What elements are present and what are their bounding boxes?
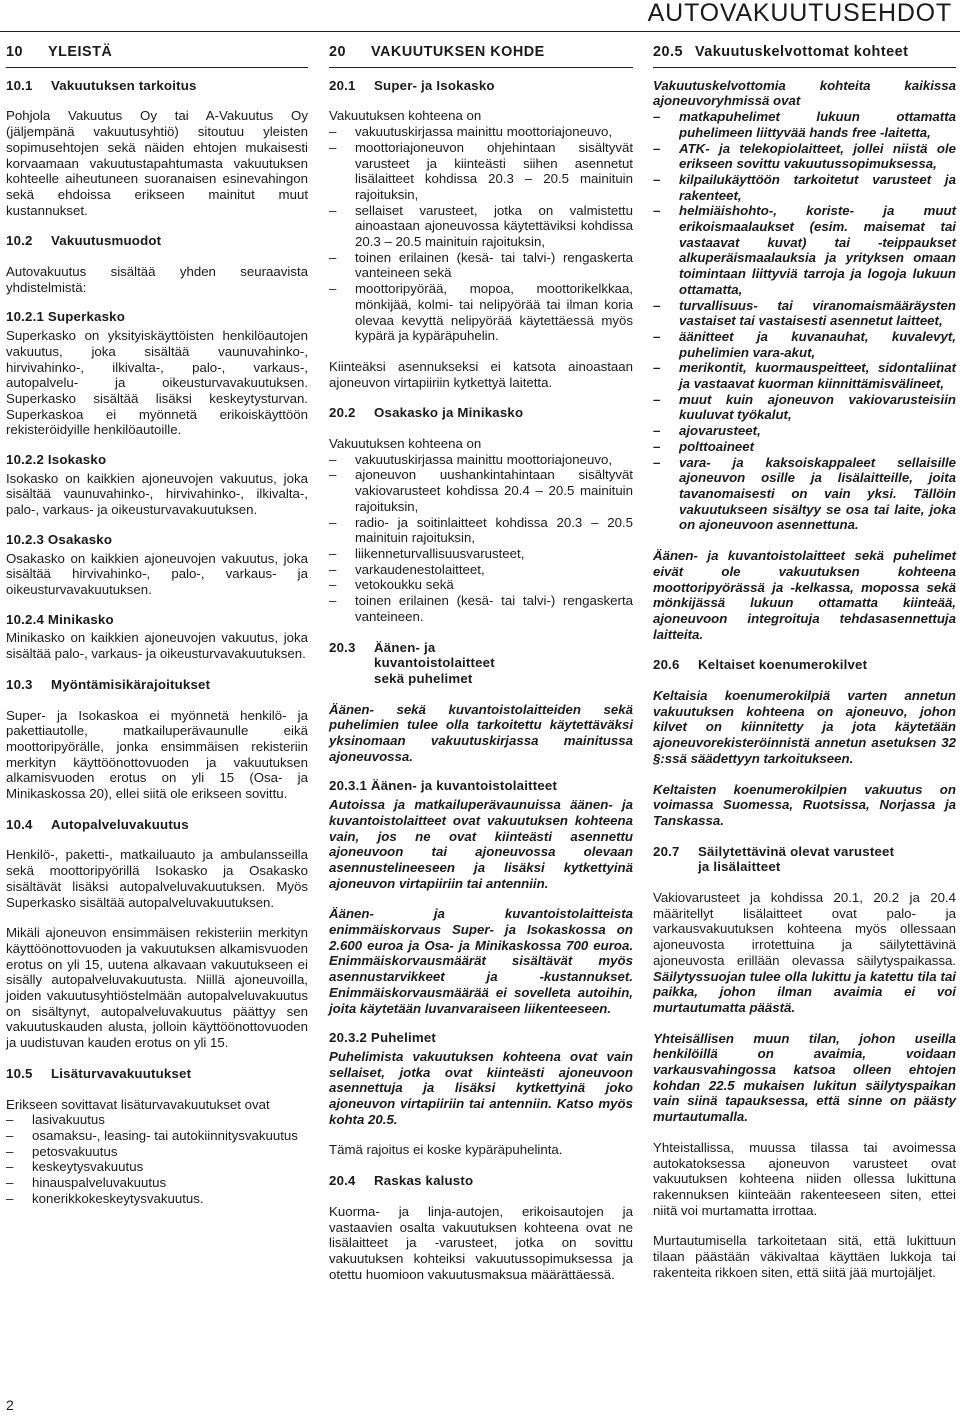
section-number: 20.5 — [653, 44, 684, 60]
paragraph: Puhelimista vakuutuksen kohteena ovat vain sellaiset, jotka ovat kiinteästi ajoneuvoon asennettuja ja lisäksi kytkettyinä joko ajoneuvon virtapiiriin tai antenniin. Katso myös kohta 20.5. — [329, 1048, 633, 1127]
section-title: Vakuutuskelvottomat kohteet — [695, 44, 909, 60]
section-heading-10 — [6, 45, 308, 68]
section-20-7 — [653, 844, 956, 1281]
section-20-5 — [653, 78, 956, 643]
column-3 — [653, 45, 956, 1296]
section-20-3 — [329, 640, 633, 1159]
paragraph: Äänen- ja kuvantoistolaitteista enimmäiskorvaus Super- ja Isokaskossa on 2.600 euroa ja Osa- ja Minikaskossa 700 euroa. Enimmäiskorvausmäärät sisältävät myös asennustarvikkeet ja -kustannukset. Enimmäiskorvausmäärää ei sovelleta autoihin, joita käytetään luvanvaraiseen liikenteeseen. — [329, 906, 633, 1016]
section-heading — [329, 405, 633, 421]
paragraph-emphasis: Säilytyssuojan tulee olla lukittu ja katettu tila tai paikka, johon ilman avaimia ei voi murtautumatta päästä. — [653, 968, 956, 1015]
section-number: 20.2 — [329, 405, 356, 421]
paragraph: Osakasko on kaikkien ajoneuvojen vakuutus, joka sisältää hirvivahinko-, palo-, varkaus- ja oikeusturvavakuutuksen. — [6, 550, 308, 597]
section-heading — [329, 1173, 633, 1189]
paragraph-text: Vakiovarusteet ja kohdissa 20.1, 20.2 ja 20.4 määritellyt lisälaitteet ovat palo- ja varkausvakuutuksen kohteena myös ollessaan ajoneuvosta irrotettuina ja säilytettävinä ajoneuvosta erillään olevassa säilytyspaikassa. — [653, 890, 956, 968]
paragraph: Superkasko on yksityiskäyttöisten henkilöautojen vakuutus, joka sisältää vaunuvahinko-, hirvivahinko-, ilkivalta-, palo-, varkaus-, autopalvelu- ja oikeusturvavakuutuksen. Superkasko sisältää lisäksi keskeytysturvan. Superkaskoa ei myönnetä erikoiskäyttöön rekisteröidyille henkilöautoille. — [6, 328, 308, 438]
subsection-heading: 20.3.2 Puhelimet — [329, 1030, 437, 1046]
paragraph: Tämä rajoitus ei koske kypäräpuhelinta. — [329, 1142, 563, 1158]
section-number: 20.1 — [329, 77, 356, 93]
list-item: – vetokoukku sekä — [329, 577, 633, 593]
list — [329, 452, 633, 625]
paragraph: Keltaisia koenumerokilpiä varten annetun vakuutuksen kohteena on ajoneuvo, johon kilvet on kiinnitetty ja jota käytetään ajoneuvorekisteröinnistä annetun asetuksen 32 §:ssä säädettyyn tarkoitukseen. — [653, 688, 956, 766]
list-item: – moottoripyörää, mopoa, moottorikelkkaa, mönkijää, kolmi- tai nelipyörää tai ilman koria olevaa kevyttä nelipyörää käytettäessä myös kypärä ja kypäräpuhelin. — [329, 281, 633, 344]
paragraph: Vakuutuksen kohteena on — [329, 436, 482, 452]
section-heading — [329, 78, 633, 94]
section-title: Säilytettävinä olevat varusteet ja lisälaitteet — [698, 843, 895, 875]
section-heading — [6, 1066, 308, 1082]
section-number: 20.6 — [653, 657, 680, 673]
paragraph: Kuorma- ja linja-autojen, erikoisautojen ja vastaavien osalta vakuutuksen kohteena ovat ne lisälaitteet ja -varusteet, jotka on sovittu vakuutuksen kohteiksi vakuutussopimuksessa ja otettu huomioon vakuutusmaksua määrättäessä. — [329, 1203, 633, 1282]
list-item: – toinen erilainen (kesä- tai talvi-) rengaskerta vanteineen. — [329, 593, 633, 624]
list-item: – keskeytysvakuutus — [6, 1159, 308, 1175]
section-title: Keltaiset koenumerokilvet — [698, 657, 868, 673]
section-number: 10 — [6, 44, 24, 60]
section-heading — [6, 233, 308, 249]
section-number: 10.1 — [6, 77, 33, 93]
section-title: Autopalveluvakuutus — [51, 816, 189, 832]
list-item: – äänitteet ja kuvanauhat, kuvalevyt, puhelimien vara-akut, — [653, 329, 956, 360]
list-item: – varkaudenestolaitteet, — [329, 562, 633, 578]
section-title: YLEISTÄ — [48, 44, 113, 60]
section-heading — [653, 844, 956, 875]
paragraph: Murtautumisella tarkoitetaan sitä, että lukittuun tilaan päästään väkivaltaa käyttäen lukkoja tai rakenteita rikkoen siten, että siitä jää murtojäljet. — [653, 1233, 956, 1280]
paragraph: Super- ja Isokaskoa ei myönnetä henkilö- ja pakettiautolle, matkailuperävaunulle eikä moottoripyörälle, jonka ensimmäisen rekisteriin merkityn käyttöönottovuoden ja vakuutuksen alkamisvuoden erotus on yli 15 (Osa- ja Minikaskossa 20), ellei siitä ole erikseen sovittu. — [6, 707, 308, 802]
header-rule — [0, 31, 960, 32]
section-number: 20.7 — [653, 843, 680, 859]
section-10-1 — [6, 78, 308, 219]
list-item: – ajovarusteet, — [653, 423, 956, 439]
section-number: 10.2 — [6, 233, 33, 249]
paragraph: Äänen- sekä kuvantoistolaitteiden sekä puhelimien tulee olla tarkoitettu käytettäväksi yksinomaan vakuutuskirjassa mainitussa ajoneuvossa. — [329, 701, 633, 764]
paragraph: Yhteistallissa, muussa tilassa tai avoimessa autokatoksessa ajoneuvon varusteet ovat vakuutuksen kohteena niiden ollessa lukittuna rakennuksen kiinteään rakenteeseen siten, ettei niitä voi murtamatta irrottaa. — [653, 1139, 956, 1218]
section-heading — [6, 817, 308, 833]
paragraph — [653, 890, 956, 1016]
section-10-4 — [6, 817, 308, 1051]
paragraph: Autovakuutus sisältää yhden seuraavista yhdistelmistä: — [6, 264, 308, 295]
paragraph: Vakuutuksen kohteena on — [329, 108, 482, 124]
section-heading-20-5 — [653, 45, 956, 68]
section-title: Lisäturvavakuutukset — [51, 1065, 192, 1081]
paragraph: Isokasko on kaikkien ajoneuvojen vakuutus, joka sisältää vaunuvahinko-, hirvivahinko-, ilkivalta-, palo-, varkaus- ja oikeusturvavakuutuksen. — [6, 470, 308, 518]
list-item: – merikontit, kuormauspeitteet, sidontaliinat ja vastaavat kuorman kiinnittämisvälineet, — [653, 360, 956, 391]
list-item: – liikenneturvallisuusvarusteet, — [329, 546, 633, 562]
section-20-6 — [653, 657, 956, 828]
section-20-4 — [329, 1173, 633, 1282]
list — [329, 124, 633, 344]
section-heading-20 — [329, 45, 633, 68]
list-item: – petosvakuutus — [6, 1144, 308, 1160]
list-item: – sellaiset varusteet, jotka on valmistettu ainoastaan ajoneuvossa käytettäviksi kohdissa 20.3 – 20.5 mainituin rajoituksin, — [329, 203, 633, 250]
list-item: – moottoriajoneuvon ohjehintaan sisältyvät varusteet ja kiinteästi siihen asennetut lisälaitteet kohdissa 20.3 – 20.5 mainituin rajoituksin, — [329, 140, 633, 203]
section-number: 10.4 — [6, 816, 33, 832]
list-item: – vakuutuskirjassa mainittu moottoriajoneuvo, — [329, 124, 633, 140]
page-title: AUTOVAKUUTUSEHDOT — [647, 0, 952, 27]
subsection-heading: 10.2.1 Superkasko — [6, 309, 126, 325]
section-10-2 — [6, 233, 308, 661]
list-item: – turvallisuus- tai viranomaismääräysten vastaiset tai vastaisesti asennetut laitteet, — [653, 298, 956, 329]
section-title: Äänen- ja kuvantoistolaitteet sekä puhelimet — [374, 639, 495, 686]
section-title: Vakuutusmuodot — [51, 233, 162, 249]
paragraph: Yhteisällisen muun tilan, johon useilla henkilöillä on avaimia, voidaan varkausvahingossa katsoa olleen ehtojen kohdan 22.5 mukaisen lukitun säilytyspaikan vain siinä tapauksessa, että sinne on päästy murtautumalla. — [653, 1030, 956, 1125]
section-heading — [329, 640, 633, 687]
list — [653, 109, 956, 533]
list-item: – polttoaineet — [653, 439, 956, 455]
section-title: Osakasko ja Minikasko — [374, 405, 524, 421]
section-title: VAKUUTUKSEN KOHDE — [371, 44, 545, 60]
list-item: – hinauspalveluvakuutus — [6, 1175, 308, 1191]
column-1 — [6, 45, 308, 1221]
paragraph: Erikseen sovittavat lisäturvavakuutukset ovat — [6, 1096, 270, 1112]
paragraph: Autoissa ja matkailuperävaunuissa äänen- ja kuvantoistolaitteet ovat vakuutuksen kohteena vain, jos ne ovat kiinteästi asennettu ajoneuvoon tai ajoneuvossa olevaan asennustelineeseen ja lisäksi kytkettyinä ajoneuvon virtapiiriin tai antenniin. — [329, 797, 633, 891]
list-item: – konerikkokeskeytysvakuutus. — [6, 1191, 308, 1207]
paragraph: Minikasko on kaikkien ajoneuvojen vakuutus, joka sisältää palo-, varkaus- ja oikeusturvavakuutuksen. — [6, 630, 308, 662]
subsection-heading: 20.3.1 Äänen- ja kuvantoistolaitteet — [329, 778, 558, 794]
paragraph: Äänen- ja kuvantoistolaitteet sekä puhelimet eivät ole vakuutuksen kohteena moottoripyörässä ja -kelkassa, mopossa sekä mönkijässä lukuun ottamatta kiinteää, ajoneuvoon integroituja tehdasasennettuja laitteita. — [653, 548, 956, 642]
section-title: Super- ja Isokasko — [374, 77, 495, 93]
column-2 — [329, 45, 633, 1297]
section-number: 10.3 — [6, 676, 33, 692]
list-item: – osamaksu-, leasing- tai autokiinnitysvakuutus — [6, 1128, 308, 1144]
section-title: Vakuutuksen tarkoitus — [51, 77, 197, 93]
section-number: 20 — [329, 44, 347, 60]
list-item: – ATK- ja telekopiolaitteet, jollei niistä ole erikseen sovittu vakuutussopimuksessa, — [653, 141, 956, 172]
section-20-1 — [329, 78, 633, 391]
section-heading — [6, 78, 308, 94]
list-item: – vara- ja kaksoiskappaleet sellaisille ajoneuvon osille ja lisälaitteille, joita tavanomaisesti on vain yksi. Tällöin vakuutukseen sisältyy se osa tai laite, joka on ajoneuvoon asennettuna. — [653, 455, 956, 534]
subsection-heading: 10.2.3 Osakasko — [6, 531, 113, 547]
list-item: – radio- ja soitinlaitteet kohdissa 20.3 – 20.5 mainituin rajoituksin, — [329, 515, 633, 546]
section-number: 20.4 — [329, 1173, 356, 1189]
subsection-heading: 10.2.4 Minikasko — [6, 611, 114, 627]
list-item: – matkapuhelimet lukuun ottamatta puhelimeen liittyvää hands free -laitetta, — [653, 109, 956, 140]
list-item: – lasivakuutus — [6, 1112, 308, 1128]
section-10-5 — [6, 1066, 308, 1207]
paragraph: Keltaisten koenumerokilpien vakuutus on voimassa Suomessa, Ruotsissa, Norjassa ja Tanskassa. — [653, 781, 956, 828]
section-10-3 — [6, 677, 308, 802]
paragraph: Mikäli ajoneuvon ensimmäisen rekisteriin merkityn käyttöönottovuoden ja vakuutuksen alkamisvuoden erotus on yli 15, uutena alkavaan vakuutukseen ei sisälly autopalveluvakuutusta. Niillä ajoneuvoilla, joiden vakuutusyhtiöstelmään autopalveluvakuutus on sisältynyt, autopalveluvakuutus päättyy sen vakuutuskauden alusta, jolloin käyttöönottovuoden ja uudistuvan kauden erotus on yli 15. — [6, 925, 308, 1051]
list-item: – toinen erilainen (kesä- tai talvi-) rengaskerta vanteineen sekä — [329, 250, 633, 281]
section-title: Raskas kalusto — [374, 1173, 474, 1189]
paragraph: Kiinteäksi asennukseksi ei katsota ainoastaan ajoneuvon virtapiiriin kytkettyä laitetta. — [329, 358, 633, 390]
list-item: – helmiäishohto-, koriste- ja muut erikoismaalaukset (esim. maisemat tai vastaavat kuvat) tai -teippaukset alkuperäismaalauksia ja yrityksen omaan toimintaan liittyviä tarroja ja logoja lukuun ottamatta, — [653, 203, 956, 297]
section-number: 10.5 — [6, 1065, 33, 1081]
paragraph: Pohjola Vakuutus Oy tai A-Vakuutus Oy (jäljempänä vakuutusyhtiö) sitoutuu yleisten sopimusehtojen sekä näiden ehtojen mukaisesti korvaamaan vakuutustapahtumasta vakuutuksen kohteelle aiheutuneen suoranaisen esinevahingon sekä ehdoissa erikseen mainitut muut kustannukset. — [6, 108, 308, 218]
paragraph: Vakuutuskelvottomia kohteita kaikissa ajoneuvoryhmissä ovat — [653, 77, 956, 109]
section-heading — [6, 677, 308, 693]
page-number: 2 — [6, 1397, 14, 1413]
list-item: – muut kuin ajoneuvon vakiovarusteisiin kuuluvat työkalut, — [653, 392, 956, 423]
list-item: – vakuutuskirjassa mainittu moottoriajoneuvo, — [329, 452, 633, 468]
subsection-heading: 10.2.2 Isokasko — [6, 452, 107, 468]
list-item: – kilpailukäyttöön tarkoitetut varusteet ja rakenteet, — [653, 172, 956, 203]
section-20-2 — [329, 405, 633, 624]
list — [6, 1112, 308, 1206]
section-title: Myöntämisikärajoitukset — [51, 676, 211, 692]
paragraph: Henkilö-, paketti-, matkailuauto ja ambulansseilla sekä moottoripyörillä Isokasko ja Osakasko sisältävät lisäksi autopalveluvakuutuksen. Myös Superkasko sisältää autopalveluvakuutuksen. — [6, 847, 308, 910]
list-item: – ajoneuvon uushankintahintaan sisältyvät vakiovarusteet kohdissa 20.4 – 20.5 mainituin rajoituksin, — [329, 467, 633, 514]
section-heading — [653, 657, 956, 673]
section-number: 20.3 — [329, 639, 356, 655]
